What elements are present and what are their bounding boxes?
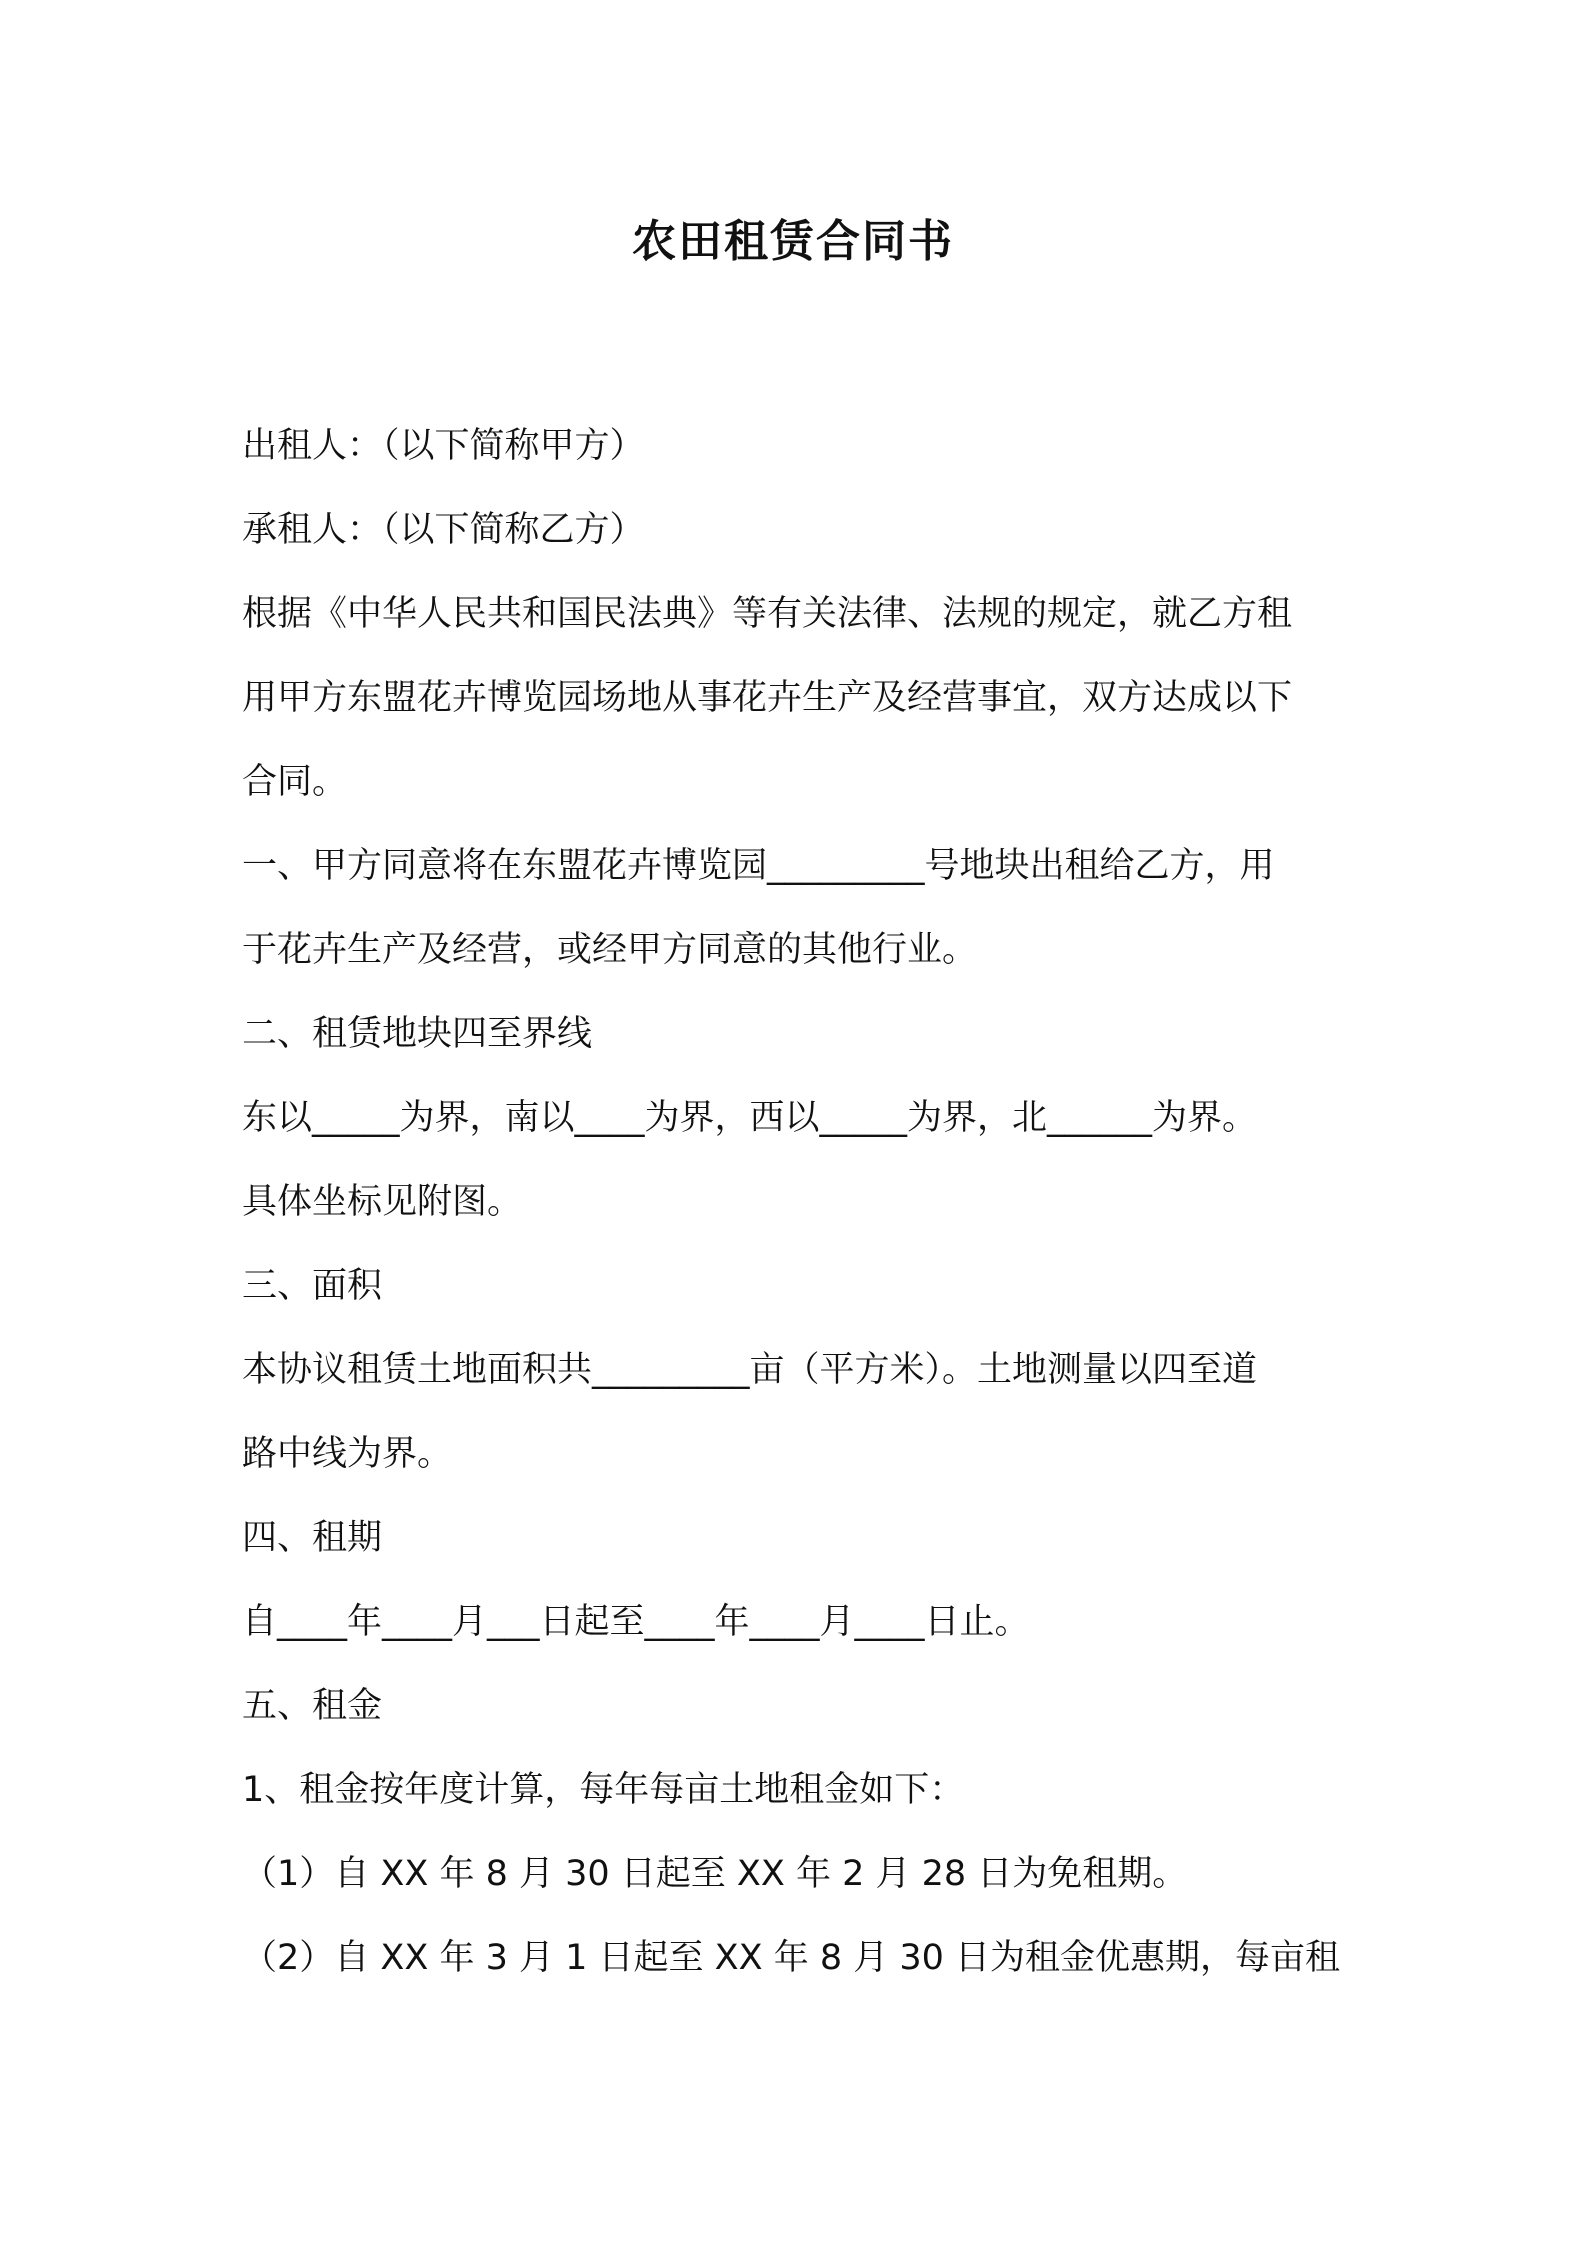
clause-3-line-1: 本协议租赁土地面积共_________亩（平方米）。土地测量以四至道 (242, 1350, 1258, 1390)
clause-5-item-1: 1、租金按年度计算，每年每亩土地租金如下： (242, 1770, 965, 1810)
clause-4-heading: 四、租期 (242, 1518, 383, 1558)
document-title: 农田租赁合同书 (632, 216, 954, 267)
preamble-line-3: 合同。 (242, 762, 348, 802)
clause-5-heading: 五、租金 (242, 1686, 383, 1726)
clause-2-boundaries: 东以_____为界，南以____为界，西以_____为界，北______为界。 (242, 1098, 1258, 1138)
clause-2-coordinates: 具体坐标见附图。 (242, 1182, 523, 1222)
preamble-line-1: 根据《中华人民共和国民法典》等有关法律、法规的规定，就乙方租 (242, 594, 1293, 634)
clause-5-subitem-1: （1）自 XX 年 8 月 30 日起至 XX 年 2 月 28 日为免租期。 (242, 1854, 1188, 1894)
clause-4-term: 自____年____月___日起至____年____月____日止。 (242, 1602, 1030, 1642)
clause-3-line-2: 路中线为界。 (242, 1434, 453, 1474)
clause-3-heading: 三、面积 (242, 1266, 383, 1306)
preamble-line-2: 用甲方东盟花卉博览园场地从事花卉生产及经营事宜，双方达成以下 (242, 678, 1293, 718)
party-b-line: 承租人：（以下简称乙方） (242, 510, 645, 550)
document-body (242, 404, 1352, 2000)
party-a-line: 出租人：（以下简称甲方） (242, 426, 645, 466)
clause-1-line-2: 于花卉生产及经营，或经甲方同意的其他行业。 (242, 930, 978, 970)
clause-5-subitem-2: （2）自 XX 年 3 月 1 日起至 XX 年 8 月 30 日为租金优惠期，每亩租 (242, 1938, 1341, 1978)
clause-2-heading: 二、租赁地块四至界线 (242, 1014, 593, 1054)
clause-1-line-1: 一、甲方同意将在东盟花卉博览园_________号地块出租给乙方，用 (242, 846, 1275, 886)
